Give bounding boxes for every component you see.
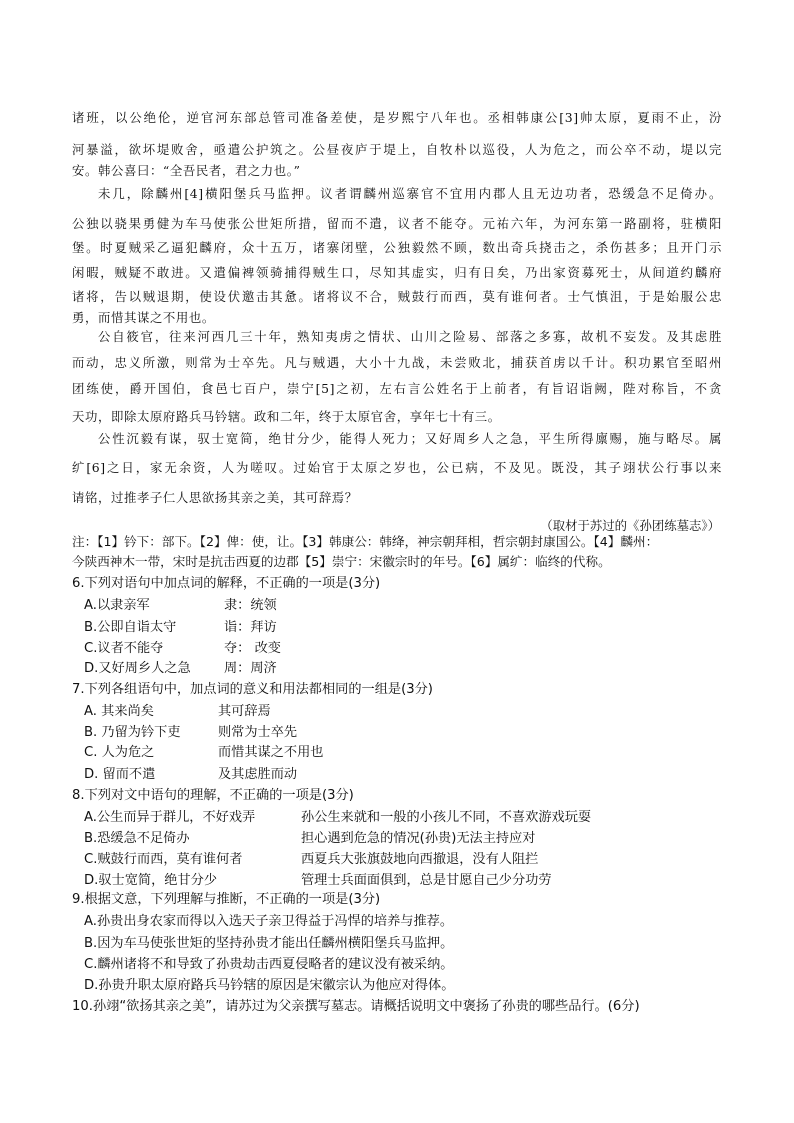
passage-line: 而动，忠义所激，则常为士卒先。凡与贼遇，大小十九战，未尝败北，捕获首虏以千计。积功累官至昭州: [72, 355, 722, 370]
option-b-translation: 担心遇到危急的情况(孙贵)无法主持应对: [301, 831, 536, 846]
passage-line: 勇，而惜其谋之不用也。: [72, 310, 215, 325]
option-c-translation: 西夏兵大张旗鼓地向西撤退，没有人阻拦: [301, 852, 539, 867]
passage-line: 诸将，告以贼退期，使设伏邀击其惫。诸将议不合，贼鼓行而西，莫有谁何者。士气慎沮，于是始服公忠: [72, 289, 722, 304]
passage-line: 闲暇，贼疑不敢进。又遣偏裨领骑捕得贼生口，尽知其虚实，归有日矣，乃出家资募死士，从间道约麟府: [72, 265, 722, 280]
note-line: 今陕西神木一带，宋时是抗击西夏的边郡【5】崇宁：宋徽宗时的年号。【6】属纩：临终的代称。: [72, 554, 611, 569]
question-stem: 10.孙翊“欲扬其亲之美”，请苏过为父亲撰写墓志。请概括说明文中褒扬了孙贵的哪些品行。(6分): [72, 999, 640, 1014]
question-stem: 6.下列对语句中加点词的解释，不正确的一项是(3分): [72, 576, 381, 591]
passage-line: 天功，即除太原府路兵马钤辖。政和二年，终于太原官舍，享年七十有三。: [72, 409, 501, 424]
option-b-gloss: 诣：拜访: [224, 620, 277, 635]
option-d: D.又好周乡人之急: [84, 661, 191, 676]
option-a-gloss: 隶：统领: [224, 598, 277, 613]
passage-line: 团练使，爵开国伯，食邑七百户，崇宁[5]之初，左右言公姓名于上前者，有旨诏诣阙，陛对称旨，不贪: [72, 381, 722, 396]
passage-line: 堡。时夏贼采乙逼犯麟府，众十五万，诸寨闭壁，公独毅然不顾，数出奇兵挠击之，杀伤甚多；且开门示: [72, 240, 722, 255]
option-c: C.贼鼓行而西，莫有谁何者: [84, 852, 243, 867]
option-c: C.麟州诸将不和导致了孙贵劫击西夏侵略者的建议没有被采纳。: [84, 957, 454, 972]
option-a-pair: 其可辞焉: [218, 704, 271, 719]
option-c-pair: 而惜其谋之不用也: [218, 745, 324, 760]
option-d-translation: 管理士兵面面俱到，总是甘愿自己少分功劳: [301, 873, 552, 888]
passage-line: 诸班，以公绝伦，逆官河东部总管司准备差使，是岁熙宁八年也。丞相韩康公[3]帅太原，夏雨不止，汾: [72, 110, 722, 125]
passage-line: 公性沉毅有谋，驭士宽简，绝甘分少，能得人死力；又好周乡人之急，平生所得廪赐，施与略尽。属: [98, 431, 722, 446]
option-d-gloss: 周：周济: [224, 661, 277, 676]
option-a: A.孙贵出身农家而得以入选天子亲卫得益于冯悍的培养与推荐。: [84, 914, 454, 929]
option-a: A.公生而异于群儿，不好戏弄: [84, 810, 256, 825]
option-b-pair: 则常为士卒先: [218, 725, 298, 740]
option-c: C.议者不能夺: [84, 641, 164, 656]
option-c: C. 人为危之: [84, 745, 155, 760]
option-c-gloss: 夺： 改变: [224, 641, 281, 656]
option-d: D.驭士宽简，绝甘分少: [84, 873, 218, 888]
note-line: 注：【1】钤下：部下。【2】俾：使，让。【3】韩康公：韩绛，神宗朝拜相，哲宗朝封康国公。【4】麟州：: [72, 534, 659, 549]
passage-line: 公自筱官，往来河西几三十年，熟知夷虏之情状、山川之险易、部落之多寡，故机不妄发。及其虑胜: [98, 329, 722, 344]
passage-line: 安。韩公喜曰：“全吾民者，君之力也。”: [72, 163, 301, 178]
question-stem: 9.根据文意，下列理解与推断，不正确的一项是(3分): [72, 892, 381, 907]
passage-source: （取材于苏过的《孙团练墓志》）: [540, 518, 720, 533]
passage-line: 请铭，过推孝子仁人思欲扬其亲之美，其可辞焉？: [72, 490, 358, 505]
option-b: B.公即自诣太守: [84, 620, 177, 635]
option-a-translation: 孙公生来就和一般的小孩儿不同，不喜欢游戏玩耍: [301, 810, 592, 825]
option-a: A. 其来尚矣: [84, 704, 154, 719]
question-stem: 8.下列对文中语句的理解，不正确的一项是(3分): [72, 788, 354, 803]
option-d: D. 留而不遣: [84, 767, 156, 782]
option-d: D.孙贵升职太原府路兵马钤辖的原因是宋徽宗认为他应对得体。: [84, 978, 455, 993]
option-b: B.恐缓急不足倚办: [84, 831, 190, 846]
passage-line: 公独以骁果勇健为车马使张公世矩所措，留而不遣，议者不能夺。元祐六年，为河东第一路副将，驻横阳: [72, 216, 722, 231]
question-stem: 7.下列各组语句中，加点词的意义和用法都相同的一组是(3分): [72, 682, 433, 697]
option-a: A.以隶亲军: [84, 598, 150, 613]
passage-line: 纩[6]之日，家无余资，人为嗟叹。过始官于太原之岁也，公已病，不及见。既没，其子翊状公行事以来: [72, 460, 722, 475]
option-d-pair: 及其虑胜而动: [218, 767, 298, 782]
passage-line: 河暴溢，欲坏堤败舍，亟遣公护筑之。公昼夜庐于堤上，自牧朴以巡役，人为危之，而公卒不动，堤以完: [72, 142, 722, 157]
passage-line: 未几，除麟州[4]横阳堡兵马监押。议者谓麟州巡寨官不宜用内郡人且无边功者，恐缓急不足倚办。: [98, 186, 722, 201]
option-b: B.因为车马使张世矩的坚持孙贵才能出任麟州横阳堡兵马监押。: [84, 936, 454, 951]
option-b: B. 乃留为钤下吏: [84, 725, 181, 740]
